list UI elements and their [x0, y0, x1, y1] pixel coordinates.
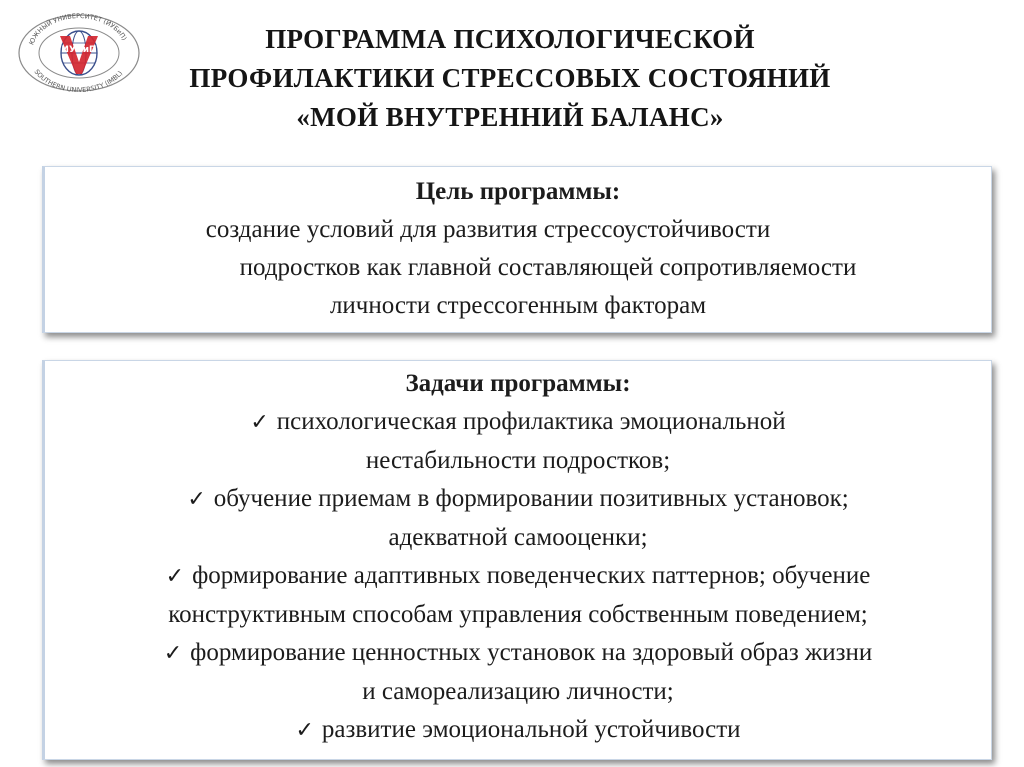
check-icon: ✓ [295, 718, 314, 743]
task-item [45, 634, 991, 673]
title-line-2: ПРОФИЛАКТИКИ СТРЕССОВЫХ СОСТОЯНИЙ [189, 63, 831, 93]
task-item [45, 557, 991, 596]
check-icon: ✓ [163, 641, 183, 666]
task-item [45, 480, 991, 519]
task-text: развитие эмоциональной устойчивости [321, 716, 741, 743]
goal-line: создание условий для развития стрессоустойчивости [205, 216, 771, 243]
task-text: формирование ценностных установок на здоровый образ жизни [190, 639, 873, 666]
task-continuation: конструктивным способам управления собственным поведением; [168, 601, 868, 628]
goal-card [42, 166, 992, 333]
tasks-card [42, 360, 992, 760]
svg-text:ИУБиП: ИУБиП [61, 45, 97, 55]
task-item [45, 403, 991, 442]
check-icon: ✓ [165, 564, 185, 589]
task-text: обучение приемам в формировании позитивных установок; [213, 485, 849, 512]
task-continuation: нестабильности подростков; [365, 447, 671, 474]
task-text: формирование адаптивных поведенческих паттернов; обучение [192, 562, 871, 589]
task-item [45, 711, 991, 750]
university-seal-icon [14, 12, 144, 94]
page-title [150, 20, 870, 137]
tasks-heading: Задачи программы: [405, 370, 631, 397]
check-icon: ✓ [187, 487, 206, 512]
task-continuation: адекватной самооценки; [388, 524, 648, 551]
title-line-1: ПРОГРАММА ПСИХОЛОГИЧЕСКОЙ [265, 24, 755, 54]
goal-heading: Цель программы: [415, 178, 621, 205]
check-icon: ✓ [250, 410, 269, 435]
goal-line: личности стрессогенным факторам [329, 292, 707, 319]
task-continuation: и самореализацию личности; [362, 678, 674, 705]
goal-line: подростков как главной составляющей сопротивляемости [239, 254, 857, 281]
svg-text:SOUTHERN UNIVERSITY (IMBL): SOUTHERN UNIVERSITY (IMBL) [32, 67, 125, 94]
task-text: психологическая профилактика эмоциональной [276, 408, 786, 435]
title-line-3: «МОЙ ВНУТРЕННИЙ БАЛАНС» [296, 102, 724, 132]
svg-text:ЮЖНЫЙ УНИВЕРСИТЕТ (ИУБиП): ЮЖНЫЙ УНИВЕРСИТЕТ (ИУБиП) [27, 12, 129, 47]
university-logo [14, 12, 144, 94]
